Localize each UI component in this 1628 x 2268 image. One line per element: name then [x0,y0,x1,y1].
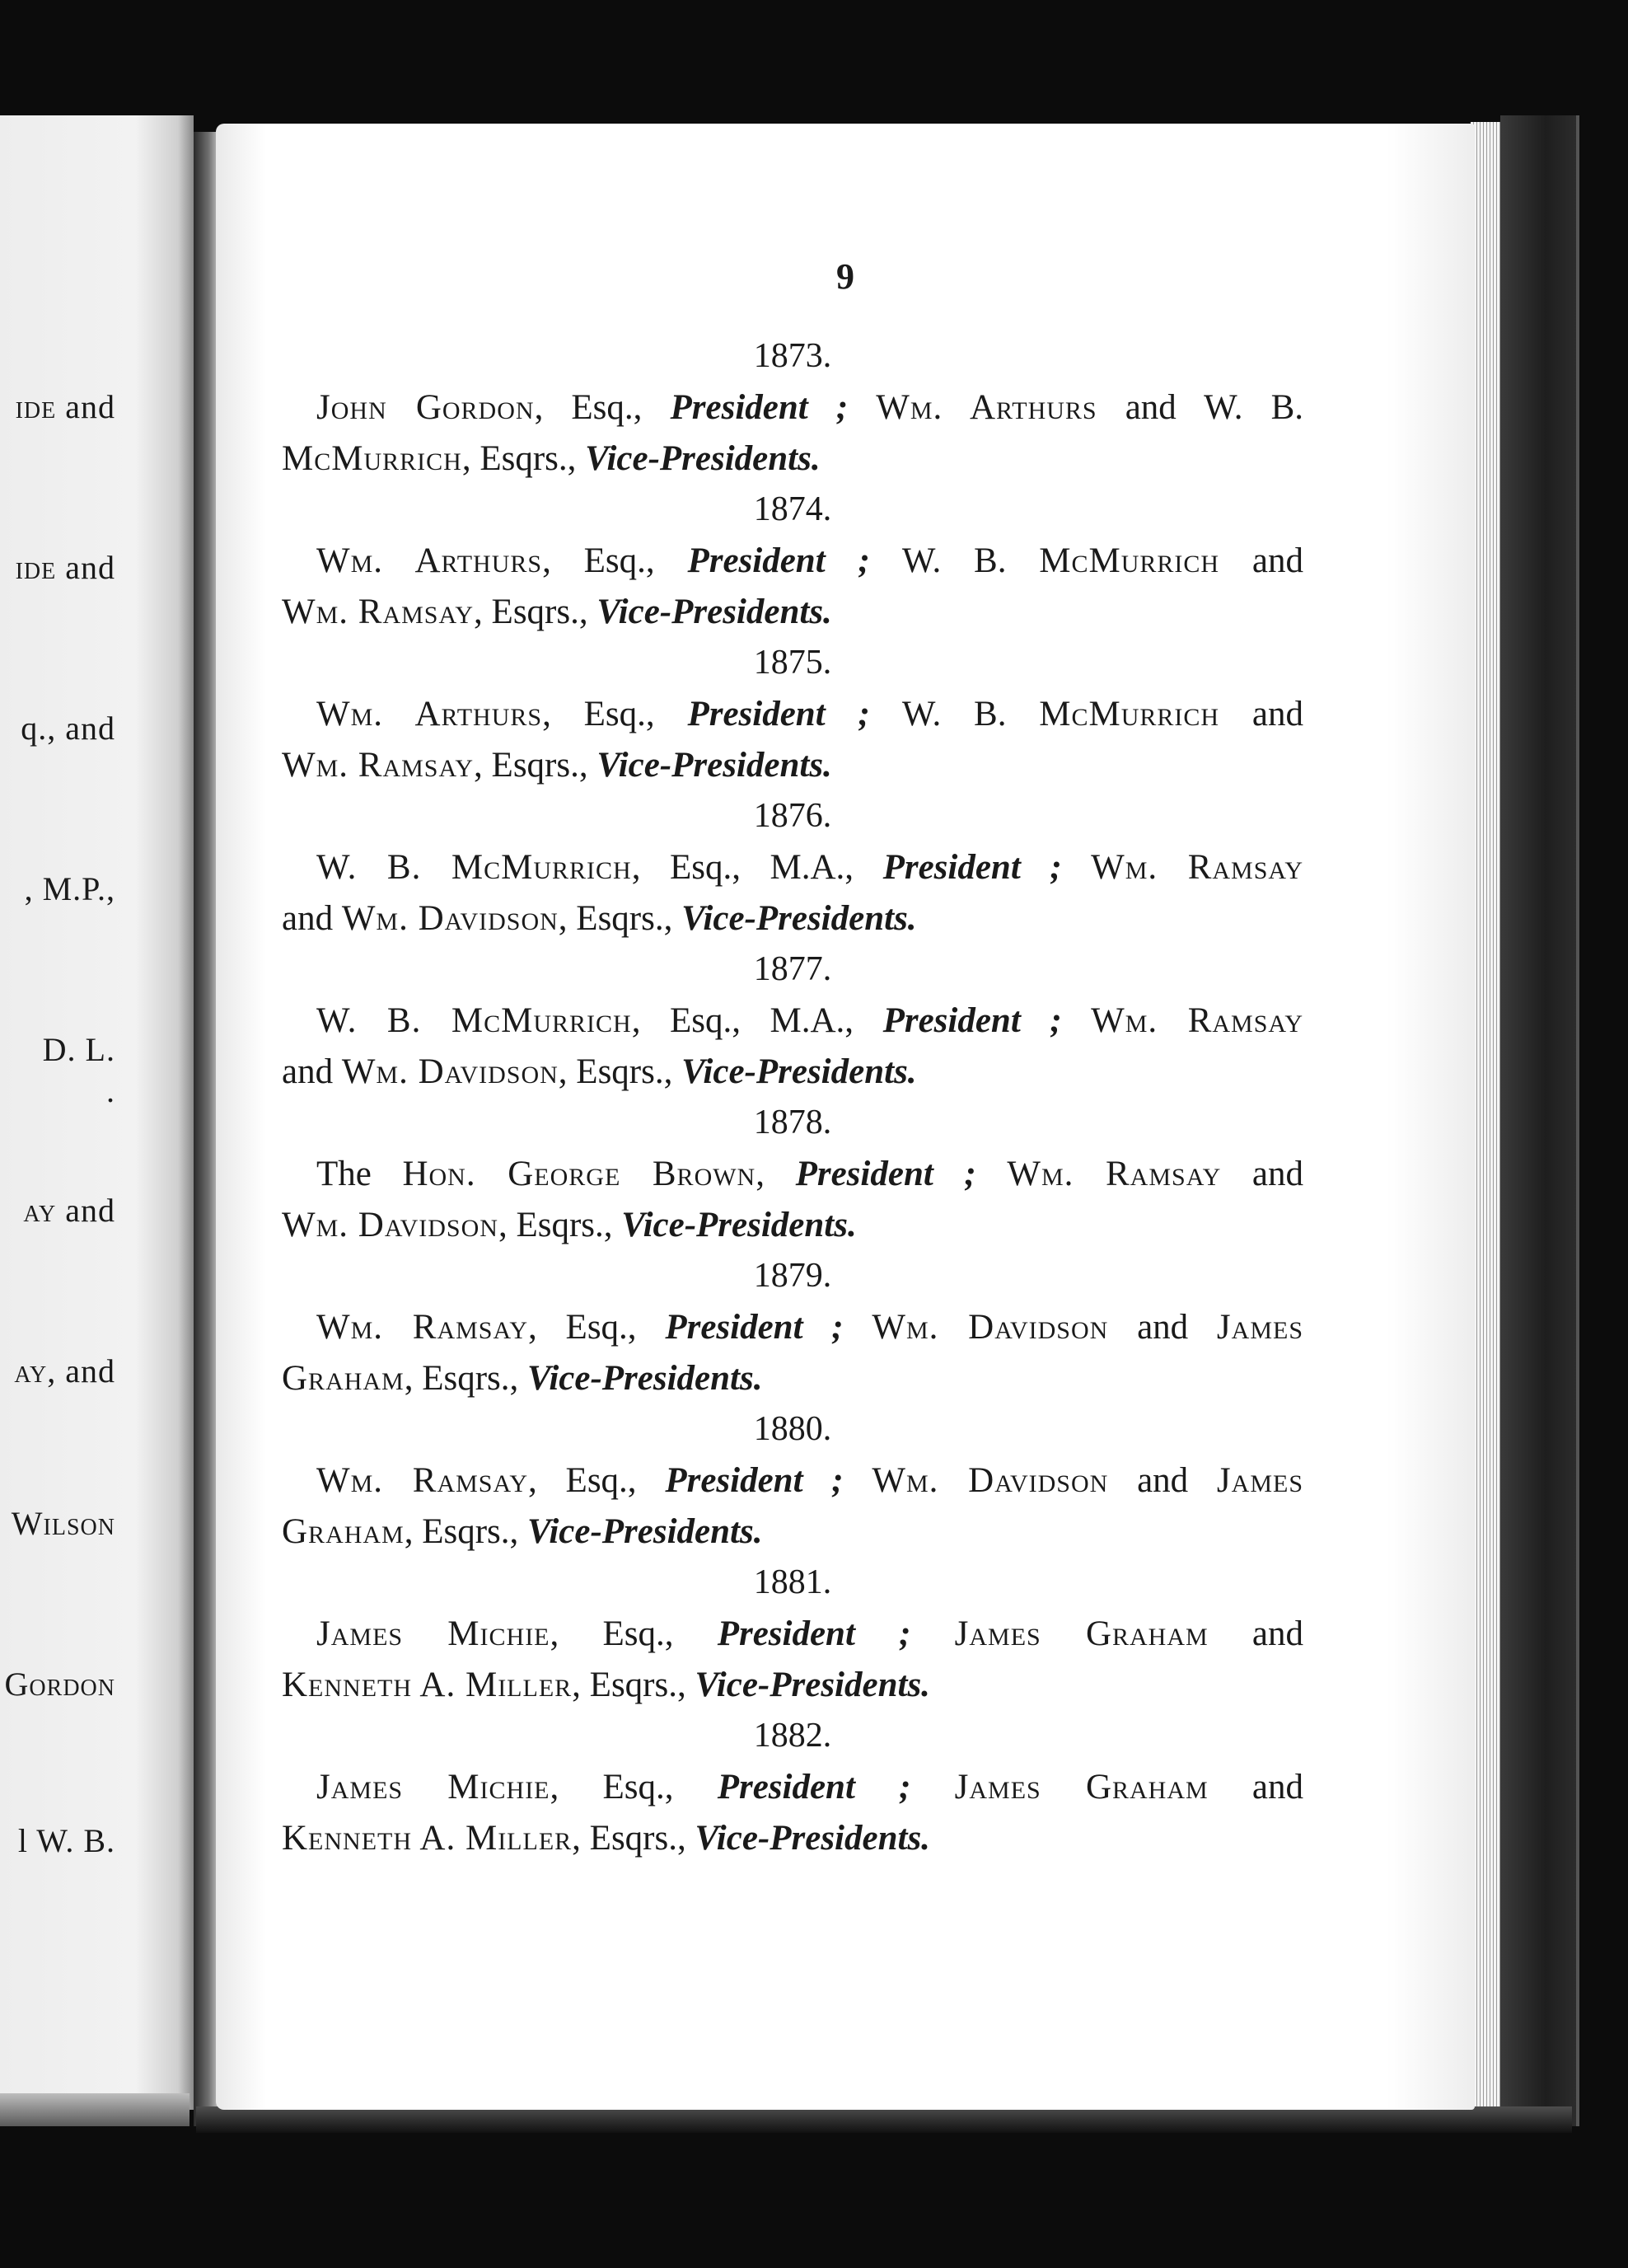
year-entry [282,485,1303,638]
book-gutter [194,132,218,2126]
vice-presidents-line [282,1813,1303,1864]
office-title: President ; [882,1001,1062,1040]
person-name: Kenneth A. Miller [282,1819,573,1858]
text-run [1062,848,1092,887]
fragment-text: . [106,1072,115,1109]
person-name: James Graham [954,1768,1209,1806]
office-title: Vice-Presidents. [681,899,917,938]
text-run: , Esqrs., [474,746,597,785]
person-name: James Graham [954,1614,1209,1653]
office-title: President ; [665,1308,844,1347]
person-name: James [1216,1308,1304,1347]
president-line [282,1609,1303,1660]
fragment-text: and [56,549,115,586]
text-run [910,1614,954,1653]
text-run: and [1219,541,1303,580]
president-line [282,842,1303,893]
fragment-small-caps: ay [14,1352,48,1389]
person-name: James Michie [316,1614,550,1653]
text-run: , Esq., [534,388,671,427]
office-title: Vice-Presidents. [621,1206,857,1244]
office-title: President ; [717,1614,911,1653]
left-page-text-fragment [18,1821,115,1860]
person-name: Wm. Ramsay [316,1308,529,1347]
person-name: Graham [282,1359,405,1398]
office-title: Vice-Presidents. [695,1819,930,1858]
text-run: , Esqrs., [498,1206,622,1244]
text-run: and [282,899,342,938]
text-run: , Esqrs., [558,899,682,938]
left-page-text-fragment [5,1665,115,1703]
year-entry [282,1558,1303,1711]
person-name: Wm. Ramsay [1091,1001,1303,1040]
text-run: and [1221,1155,1303,1193]
president-line [282,996,1303,1047]
person-name: Wm. Ramsay [1091,848,1303,887]
text-run [844,1461,872,1500]
year-heading: 1879. [753,1257,832,1295]
president-line [282,689,1303,740]
office-title: Vice-Presidents. [527,1359,763,1398]
person-name: Wm. Arthurs [316,541,543,580]
person-name: W. B. McMurrich [316,1001,632,1040]
text-run: , Esqrs., [461,439,586,478]
text-run: and [1108,1308,1217,1347]
person-name: W. B. McMurrich [316,848,632,887]
vice-presidents-line [282,1507,1303,1558]
office-title: President ; [717,1768,911,1806]
office-title: Vice-Presidents. [596,593,832,631]
year-heading: 1876. [753,797,832,835]
president-line [282,1149,1303,1200]
fragment-small-caps: ay [23,1192,57,1229]
text-run: and [1219,695,1303,733]
text-run: , Esqrs., [474,593,597,631]
office-title: President ; [882,848,1062,887]
text-run: , Esqrs., [404,1359,528,1398]
text-run: , Esq., [542,541,688,580]
fragment-text: , and [47,1352,115,1389]
vice-presidents-line [282,893,1303,944]
president-line [282,1762,1303,1813]
text-run: , Esq., [528,1461,666,1500]
previous-page [0,115,194,2110]
text-run: W. B. [869,695,1040,733]
person-name: John Gordon [316,388,535,427]
page-edges [1471,122,1500,2113]
text-run: , Esq., [550,1614,718,1653]
person-name: Wm. Arthurs [316,695,543,733]
vice-presidents-line [282,587,1303,638]
year-entry [282,331,1303,485]
left-page-text-fragment [106,1071,115,1110]
year-heading: 1881. [753,1563,832,1601]
president-line [282,1455,1303,1507]
office-title: Vice-Presidents. [527,1512,763,1551]
person-name: Wm. Ramsay [316,1461,529,1500]
vice-presidents-line [282,1047,1303,1098]
left-page-text-fragment [43,1030,115,1069]
person-name: Wm. Davidson [282,1206,498,1244]
office-title: President ; [665,1461,844,1500]
text-run: The [316,1155,403,1193]
text-run: W. B. [869,541,1040,580]
year-heading: 1873. [753,337,832,375]
person-name: James Michie [316,1768,550,1806]
year-heading: 1874. [753,490,832,528]
left-page-text-fragment [16,387,115,426]
text-run: and [1208,1768,1303,1806]
fragment-small-caps: ide [15,388,57,425]
person-name: James [1216,1461,1304,1500]
person-name: McMurrich [282,439,462,478]
office-title: President ; [670,388,849,427]
text-run: , Esqrs., [404,1512,528,1551]
fragment-small-caps: Wilson [11,1505,115,1542]
text-run [1062,1001,1092,1040]
fragment-text: D. L. [42,1031,115,1068]
text-run [848,388,876,427]
person-name: Wm. Davidson [341,899,559,938]
person-name: Hon. George Brown [402,1155,756,1193]
president-line [282,382,1303,433]
person-name: Kenneth A. Miller [282,1666,573,1704]
book-page [216,124,1475,2110]
page-number: 9 [836,256,854,297]
left-page-text-fragment [21,709,115,747]
person-name: Wm. Ramsay [282,593,475,631]
text-run [844,1308,872,1347]
vice-presidents-line [282,1200,1303,1251]
text-run [910,1768,954,1806]
fragment-text: , M.P., [24,870,115,907]
person-name: Wm. Ramsay [1007,1155,1222,1193]
text-run: and W. B. [1097,388,1304,427]
text-run: , [756,1155,796,1193]
left-page-text-fragment [14,1352,115,1390]
year-entry [282,791,1303,944]
vice-presidents-line [282,1660,1303,1711]
text-run: , Esqrs., [572,1666,695,1704]
year-heading: 1875. [753,644,832,682]
text-run: , Esqrs., [558,1052,682,1091]
text-run: , Esq., M.A., [631,1001,883,1040]
person-name: Wm. Davidson [341,1052,559,1091]
text-run: and [1208,1614,1303,1653]
left-page-text-fragment [16,548,115,587]
person-name: Wm. Ramsay [282,746,475,785]
person-name: Wm. Arthurs [876,388,1097,427]
office-title: Vice-Presidents. [681,1052,917,1091]
text-run: , Esq., M.A., [631,848,883,887]
year-heading: 1882. [753,1717,832,1755]
text-run: , Esq., [528,1308,666,1347]
fragment-small-caps: Gordon [4,1666,115,1703]
year-heading: 1877. [753,950,832,988]
left-page-text-fragment [25,869,115,908]
president-line [282,536,1303,587]
year-entry [282,1404,1303,1558]
fragment-text: l W. B. [17,1822,115,1859]
office-title: President ; [795,1155,976,1193]
text-run: , Esq., [550,1768,718,1806]
text-run: , Esqrs., [572,1819,695,1858]
person-name: Wm. Davidson [872,1461,1109,1500]
person-name: McMurrich [1039,695,1220,733]
office-title: Vice-Presidents. [585,439,821,478]
fragment-text: and [56,388,115,425]
president-line [282,1302,1303,1353]
fragment-text: and [56,1192,115,1229]
person-name: Wm. Davidson [872,1308,1109,1347]
year-entry [282,1251,1303,1404]
year-heading: 1880. [753,1410,832,1448]
year-entry [282,638,1303,791]
text-run: and [282,1052,342,1091]
vice-presidents-line [282,1353,1303,1404]
year-entry [282,1098,1303,1251]
officer-list [282,331,1303,1864]
left-page-text-fragment [23,1191,115,1230]
office-title: Vice-Presidents. [596,746,832,785]
back-cover [1500,115,1579,2126]
text-run: , Esq., [542,695,688,733]
fragment-small-caps: ide [15,549,57,586]
left-page-text-fragment [12,1504,115,1543]
vice-presidents-line [282,740,1303,791]
text-run [976,1155,1008,1193]
text-run: and [1108,1461,1217,1500]
cover-bottom-edge [196,2106,1572,2133]
fragment-text: q., and [21,710,115,747]
year-entry [282,1711,1303,1864]
left-cover-edge [0,2093,189,2126]
vice-presidents-line [282,433,1303,485]
year-heading: 1878. [753,1104,832,1141]
year-entry [282,944,1303,1098]
office-title: President ; [687,695,870,733]
person-name: Graham [282,1512,405,1551]
office-title: President ; [687,541,870,580]
person-name: McMurrich [1039,541,1220,580]
office-title: Vice-Presidents. [695,1666,930,1704]
